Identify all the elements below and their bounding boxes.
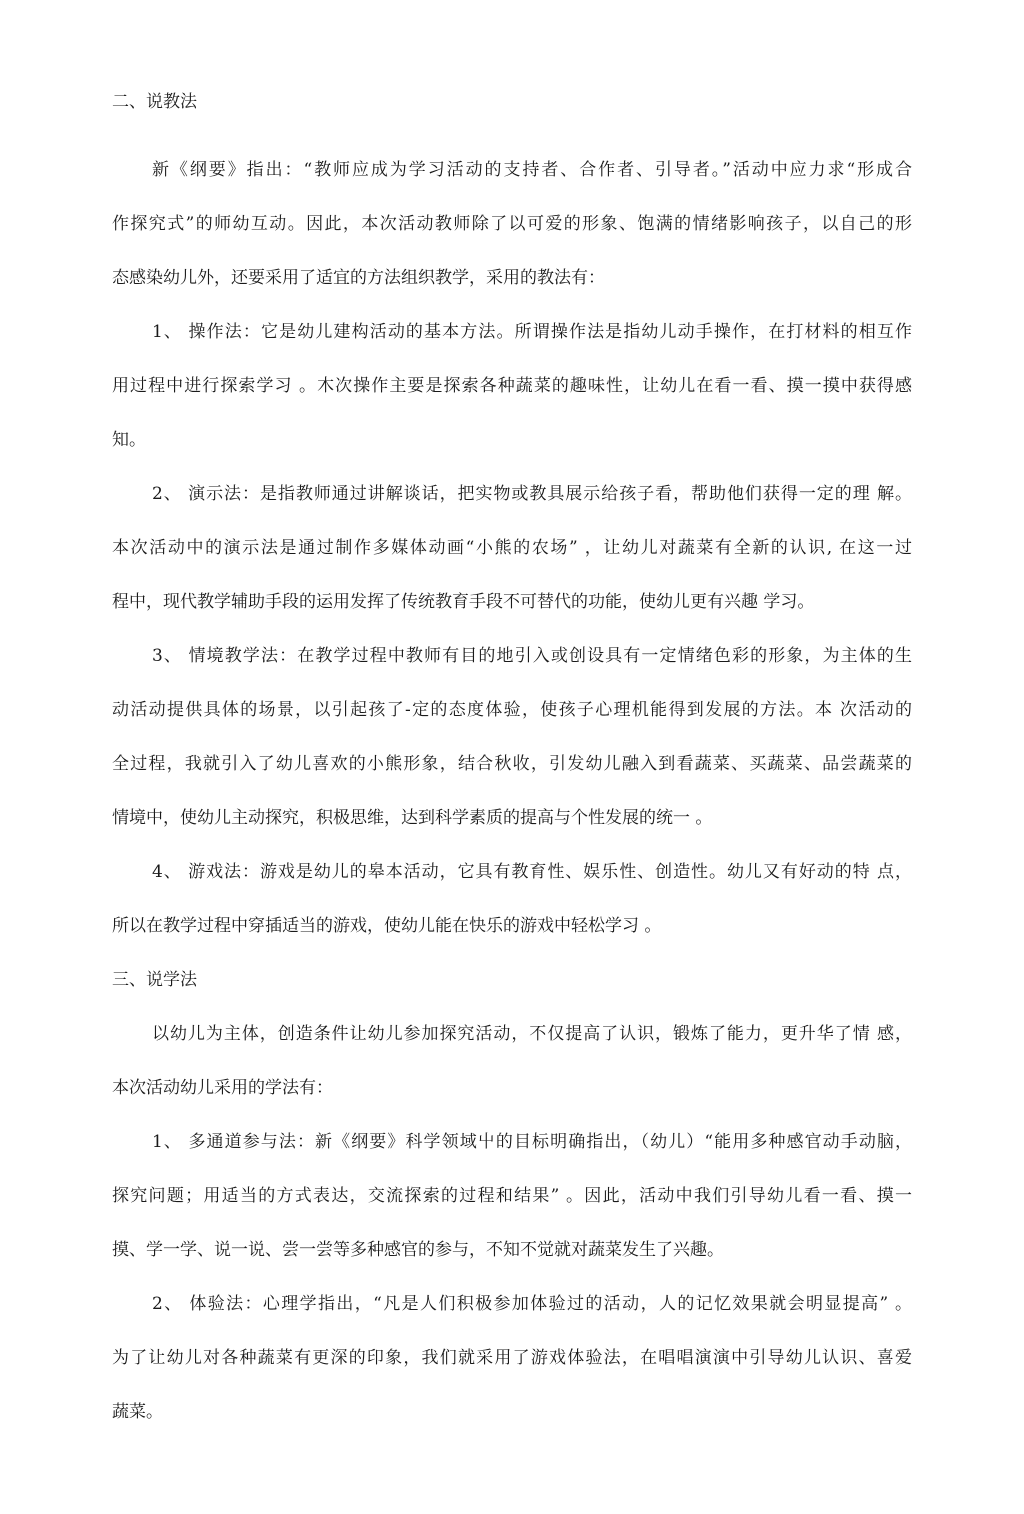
paragraph-line: 本次活动中的演示法是通过制作多媒体动画“小熊的农场” ，让幼儿对蔬菜有全新的认识, 在这一过 [112, 538, 912, 558]
paragraph-line: 以幼儿为主体，创造条件让幼儿参加探究活动，不仅提高了认识，锻炼了能力，更升华了情 感， [152, 1024, 912, 1044]
paragraph-line: 探究问题；用适当的方式表达，交流探索的过程和结果” 。因此，活动中我们引导幼儿看一看、摸一 [112, 1186, 912, 1206]
paragraph-line: 全过程，我就引入了幼儿喜欢的小熊形象，结合秋收，引发幼儿融入到看蔬菜、买蔬菜、品尝蔬菜的 [112, 754, 912, 774]
paragraph-line: 态感染幼儿外，还要采用了适宜的方法组织教学，采用的教法有： [112, 268, 605, 288]
paragraph-line: 1、 操作法：它是幼儿建构活动的基本方法。所谓操作法是指幼儿动手操作，在打材料的相互作 [152, 322, 912, 342]
paragraph-line: 知。 [112, 430, 146, 450]
paragraph-line: 所以在教学过程中穿插适当的游戏，使幼儿能在快乐的游戏中轻松学习 。 [112, 916, 662, 936]
paragraph-line: 摸、学一学、说一说、尝一尝等多种感官的参与，不知不觉就对蔬菜发生了兴趣。 [112, 1240, 724, 1260]
paragraph-line: 新《纲要》指出：“教师应成为学习活动的支持者、合作者、引导者。”活动中应力求“形成合 [152, 160, 912, 180]
paragraph-line: 作探究式”的师幼互动。因此，本次活动教师除了以可爱的形象、饱满的情绪影响孩子，以自己的形 [112, 214, 912, 234]
paragraph-line: 动活动提供具体的场景，以引起孩了-定的态度体验，使孩子心理机能得到发展的方法。本 次活动的 [112, 700, 912, 720]
paragraph-line: 本次活动幼儿采用的学法有： [112, 1078, 333, 1098]
paragraph-line: 2、 体验法：心理学指出，“凡是人们积极参加体验过的活动，人的记忆效果就会明显提高” 。 [152, 1294, 912, 1314]
paragraph-line: 为了让幼儿对各种蔬菜有更深的印象，我们就采用了游戏体验法，在唱唱演演中引导幼儿认识、喜爱 [112, 1348, 912, 1368]
paragraph-line: 用过程中进行探索学习 。木次操作主要是探索各种蔬菜的趣味性，让幼儿在看一看、摸一摸中获得感 [112, 376, 912, 396]
paragraph-line: 3、 情境教学法：在教学过程中教师有目的地引入或创设具有一定情绪色彩的形象，为主体的生 [152, 646, 912, 666]
section-heading-learning-methods: 三、说学法 [112, 970, 197, 990]
paragraph-line: 1、 多通道参与法：新《纲要》科学领域屮的目标明确指出，（幼儿）“能用多种感官动手动脑， [152, 1132, 912, 1152]
paragraph-line: 情境中，使幼儿主动探究，积极思维，达到科学素质的提高与个性发展的统一 。 [112, 808, 713, 828]
paragraph-line: 程中，现代教学辅助手段的运用发挥了传统教育手段不可替代的功能，使幼儿更有兴趣 学习。 [112, 592, 815, 612]
paragraph-line: 4、 游戏法：游戏是幼儿的皋本活动，它具有教育性、娱乐性、创造性。幼儿又有好动的特 点， [152, 862, 912, 882]
paragraph-line: 蔬菜。 [112, 1402, 163, 1422]
paragraph-line: 2、 演示法：是指教师通过讲解谈话，把实物或教具展示给孩子看，帮助他们获得一定的理 解。 [152, 484, 912, 504]
section-heading-teaching-methods: 二、说教法 [112, 92, 197, 112]
